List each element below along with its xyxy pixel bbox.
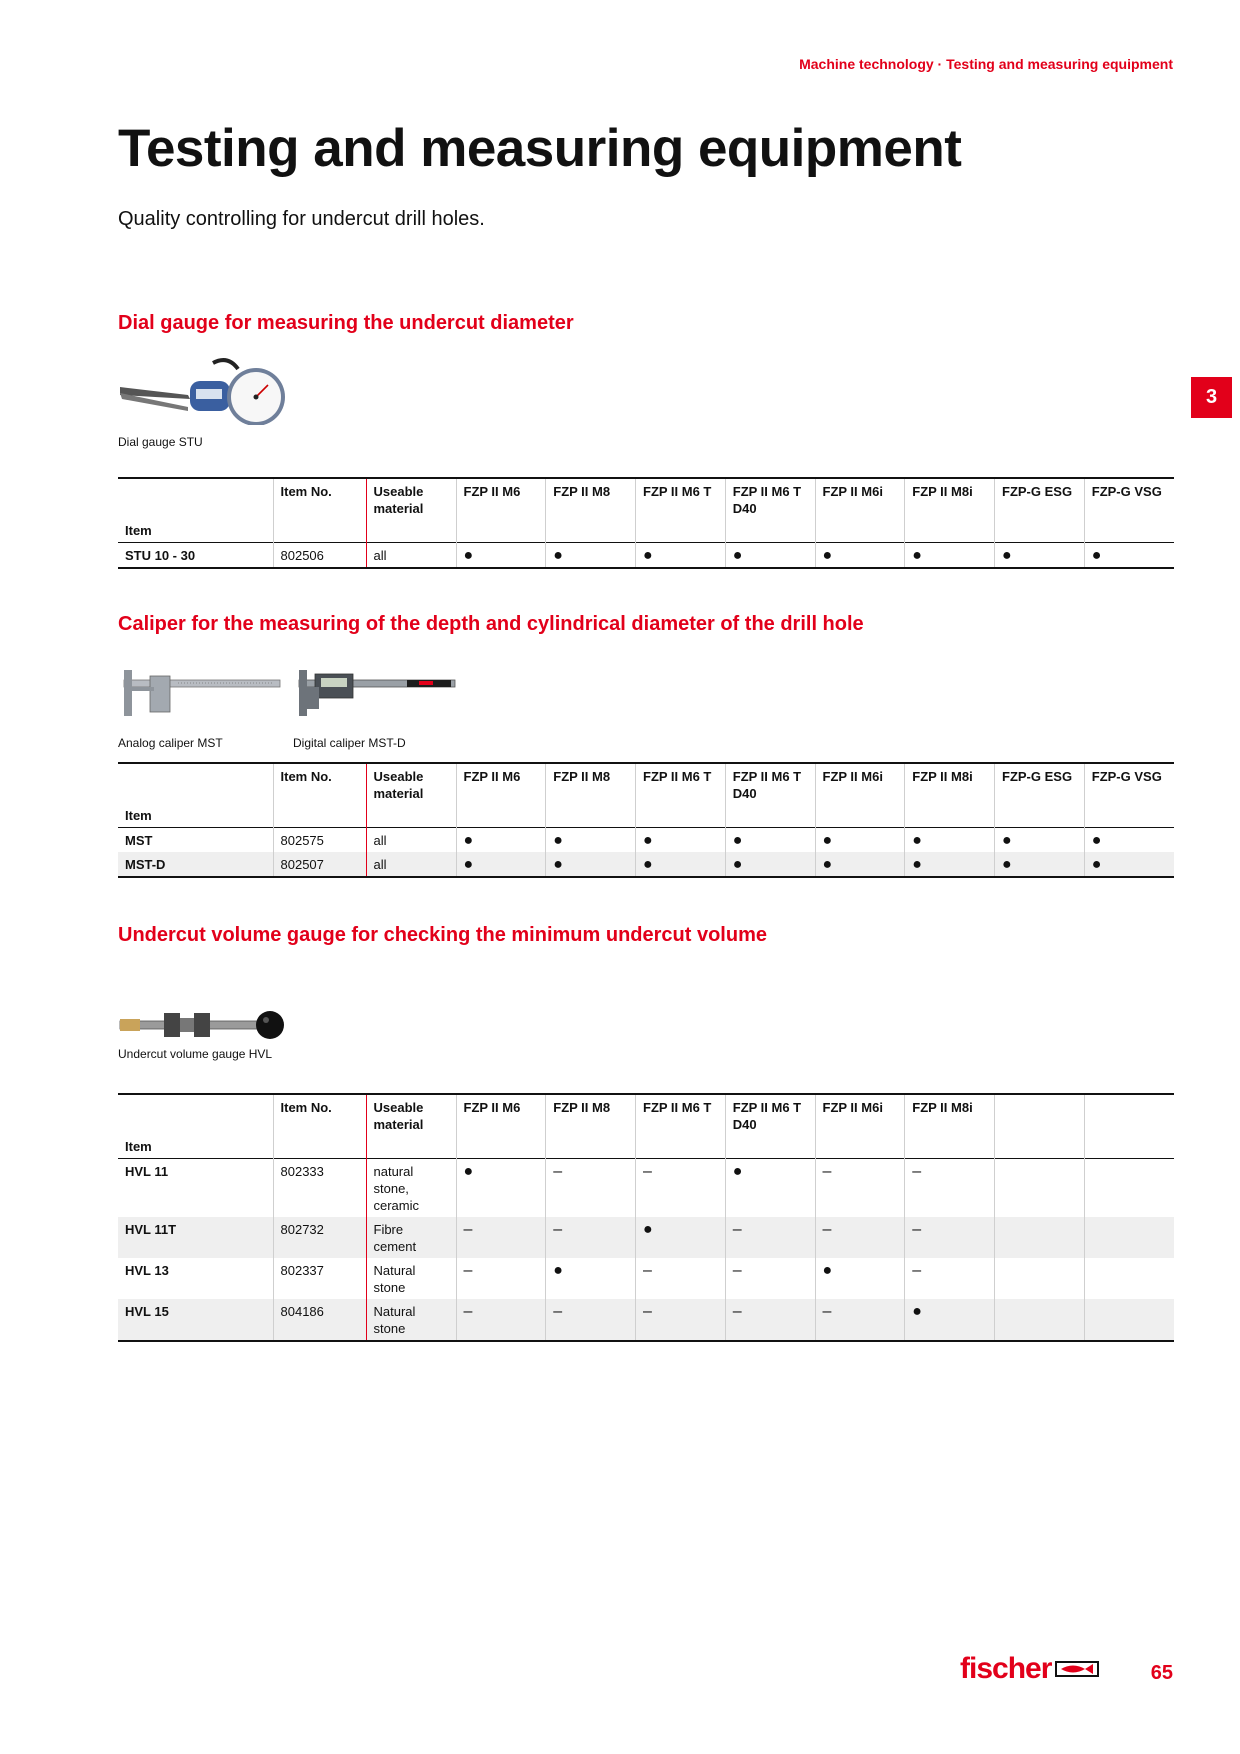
dial-gauge-image: [118, 355, 288, 425]
item-cell: MST: [125, 833, 153, 848]
volume-gauge-image: [118, 1007, 288, 1047]
dial-gauge-figure: [118, 355, 288, 430]
compat-cell: ●: [636, 543, 726, 569]
compat-cell: [1084, 1299, 1174, 1341]
column-header: FZP II M6 T D40: [725, 763, 815, 828]
compat-cell: ●: [815, 852, 905, 877]
compat-cell: ●: [456, 1159, 546, 1218]
column-header: FZP II M8i: [905, 1094, 995, 1159]
item-number-cell: 802732: [273, 1217, 366, 1258]
compat-cell: [995, 1258, 1085, 1299]
compat-cell: ●: [995, 828, 1085, 853]
compat-cell: –: [546, 1217, 636, 1258]
column-header: FZP II M6 T: [636, 478, 726, 543]
compat-cell: ●: [905, 852, 995, 877]
material-cell: Natural stone: [366, 1258, 456, 1299]
column-header: FZP II M6 T: [636, 1094, 726, 1159]
compat-cell: ●: [995, 543, 1085, 569]
compat-cell: ●: [1084, 852, 1174, 877]
figure-caption: Analog caliper MST: [118, 736, 223, 750]
compat-cell: ●: [995, 852, 1085, 877]
compat-cell: –: [546, 1299, 636, 1341]
column-header: FZP II M6: [456, 478, 546, 543]
compat-cell: –: [456, 1299, 546, 1341]
compat-cell: ●: [905, 543, 995, 569]
material-cell: Fibre cement: [366, 1217, 456, 1258]
column-header: Useable material: [366, 478, 456, 543]
compat-cell: –: [725, 1217, 815, 1258]
section-volume-gauge: [118, 924, 1174, 1342]
compat-cell: ●: [905, 1299, 995, 1341]
compat-cell: ●: [1084, 828, 1174, 853]
compat-cell: ●: [636, 1217, 726, 1258]
item-cell: HVL 11: [125, 1164, 169, 1179]
column-header-item: Item: [125, 523, 152, 538]
figure-caption: Undercut volume gauge HVL: [118, 1047, 273, 1061]
table-row: [118, 543, 1174, 569]
material-cell: all: [366, 543, 456, 569]
compat-cell: ●: [815, 1258, 905, 1299]
column-header: FZP II M8: [546, 478, 636, 543]
item-number-cell: 804186: [273, 1299, 366, 1341]
compat-cell: ●: [546, 1258, 636, 1299]
compat-cell: ●: [636, 852, 726, 877]
figure-caption: Digital caliper MST-D: [293, 736, 406, 750]
compat-cell: –: [905, 1159, 995, 1218]
spec-table-dial-gauge: [118, 477, 1174, 569]
compat-cell: –: [546, 1159, 636, 1218]
compat-cell: –: [905, 1217, 995, 1258]
column-header: FZP II M6 T: [636, 763, 726, 828]
table-row: [118, 1217, 1174, 1258]
page-title: Testing and measuring equipment: [118, 119, 962, 178]
column-header: FZP II M8i: [905, 763, 995, 828]
spec-table-volume-gauge: [118, 1093, 1174, 1342]
item-cell: HVL 13: [125, 1263, 169, 1278]
item-cell: MST-D: [118, 852, 273, 877]
column-header: [995, 1094, 1085, 1159]
compat-cell: ●: [725, 828, 815, 853]
compat-cell: ●: [815, 828, 905, 853]
column-header: FZP-G VSG: [1084, 763, 1174, 828]
column-header: Item No.: [273, 763, 366, 828]
compat-cell: –: [815, 1299, 905, 1341]
column-header: Item No.: [273, 478, 366, 543]
digital-caliper-figure: [293, 668, 458, 723]
analog-caliper-figure: [118, 668, 283, 723]
compat-cell: ●: [546, 852, 636, 877]
fischer-logo: [960, 1652, 1099, 1686]
fish-emblem-icon: [1055, 1659, 1099, 1679]
breadcrumb: Machine technology · Testing and measuring equipment: [799, 56, 1173, 72]
page-number: 65: [1150, 1662, 1173, 1684]
compat-cell: ●: [456, 828, 546, 853]
compat-cell: –: [456, 1217, 546, 1258]
section-heading: Undercut volume gauge for checking the minimum undercut volume: [118, 924, 767, 946]
column-header: [1084, 1094, 1174, 1159]
compat-cell: ●: [1084, 543, 1174, 569]
digital-caliper-image: [293, 668, 458, 718]
item-number-cell: 802337: [273, 1258, 366, 1299]
compat-cell: –: [636, 1159, 726, 1218]
column-header: FZP II M8i: [905, 478, 995, 543]
compat-cell: –: [815, 1217, 905, 1258]
item-cell: HVL 15: [118, 1299, 273, 1341]
table-row: [118, 1159, 1174, 1218]
column-header-item: Item: [125, 808, 152, 823]
table-row: [118, 852, 1174, 877]
compat-cell: –: [636, 1258, 726, 1299]
item-number-cell: 802333: [273, 1159, 366, 1218]
column-header: Useable material: [366, 1094, 456, 1159]
column-header: FZP-G ESG: [995, 763, 1085, 828]
section-caliper: [118, 613, 1174, 878]
table-header-row: [118, 763, 1174, 828]
compat-cell: ●: [546, 828, 636, 853]
analog-caliper-image: [118, 668, 283, 718]
compat-cell: –: [815, 1159, 905, 1218]
item-number-cell: 802575: [273, 828, 366, 853]
compat-cell: [1084, 1159, 1174, 1218]
compat-cell: –: [456, 1258, 546, 1299]
column-header: FZP II M6i: [815, 1094, 905, 1159]
compat-cell: [1084, 1217, 1174, 1258]
column-header: FZP II M6 T D40: [725, 478, 815, 543]
compat-cell: ●: [725, 1159, 815, 1218]
compat-cell: [995, 1217, 1085, 1258]
compat-cell: [995, 1159, 1085, 1218]
column-header-item: Item: [125, 1139, 152, 1154]
table-row: [118, 1258, 1174, 1299]
spec-table-caliper: [118, 762, 1174, 878]
compat-cell: ●: [905, 828, 995, 853]
figure-caption: Dial gauge STU: [118, 435, 203, 449]
material-cell: natural stone, ceramic: [366, 1159, 456, 1218]
column-header: FZP II M6: [456, 763, 546, 828]
compat-cell: ●: [725, 543, 815, 569]
table-row: [118, 828, 1174, 853]
section-heading: Caliper for the measuring of the depth and cylindrical diameter of the drill hole: [118, 613, 864, 635]
compat-cell: [1084, 1258, 1174, 1299]
compat-cell: –: [636, 1299, 726, 1341]
item-number-cell: 802507: [273, 852, 366, 877]
compat-cell: ●: [636, 828, 726, 853]
material-cell: all: [366, 852, 456, 877]
logo-wordmark: fischer: [960, 1652, 1052, 1685]
column-header: Item No.: [273, 1094, 366, 1159]
column-header: FZP II M6 T D40: [725, 1094, 815, 1159]
material-cell: Natural stone: [366, 1299, 456, 1341]
item-cell: STU 10 - 30: [125, 548, 196, 563]
section-dial-gauge: [118, 312, 1174, 569]
item-number-cell: 802506: [273, 543, 366, 569]
volume-gauge-figure: [118, 1007, 288, 1052]
column-header: FZP-G ESG: [995, 478, 1085, 543]
column-header: FZP II M6: [456, 1094, 546, 1159]
table-header-row: [118, 478, 1174, 543]
chapter-tab: 3: [1191, 377, 1232, 418]
column-header: FZP II M8: [546, 763, 636, 828]
compat-cell: –: [725, 1258, 815, 1299]
compat-cell: –: [905, 1258, 995, 1299]
compat-cell: ●: [456, 852, 546, 877]
material-cell: all: [366, 828, 456, 853]
compat-cell: ●: [815, 543, 905, 569]
column-header: Useable material: [366, 763, 456, 828]
section-heading: Dial gauge for measuring the undercut diameter: [118, 312, 574, 334]
compat-cell: [995, 1299, 1085, 1341]
table-row: [118, 1299, 1174, 1341]
column-header: FZP II M6i: [815, 478, 905, 543]
item-cell: HVL 11T: [118, 1217, 273, 1258]
column-header: FZP II M6i: [815, 763, 905, 828]
column-header: FZP II M8: [546, 1094, 636, 1159]
table-header-row: [118, 1094, 1174, 1159]
compat-cell: –: [725, 1299, 815, 1341]
compat-cell: ●: [725, 852, 815, 877]
compat-cell: ●: [456, 543, 546, 569]
column-header: FZP-G VSG: [1084, 478, 1174, 543]
page-subtitle: Quality controlling for undercut drill holes.: [118, 208, 485, 230]
compat-cell: ●: [546, 543, 636, 569]
